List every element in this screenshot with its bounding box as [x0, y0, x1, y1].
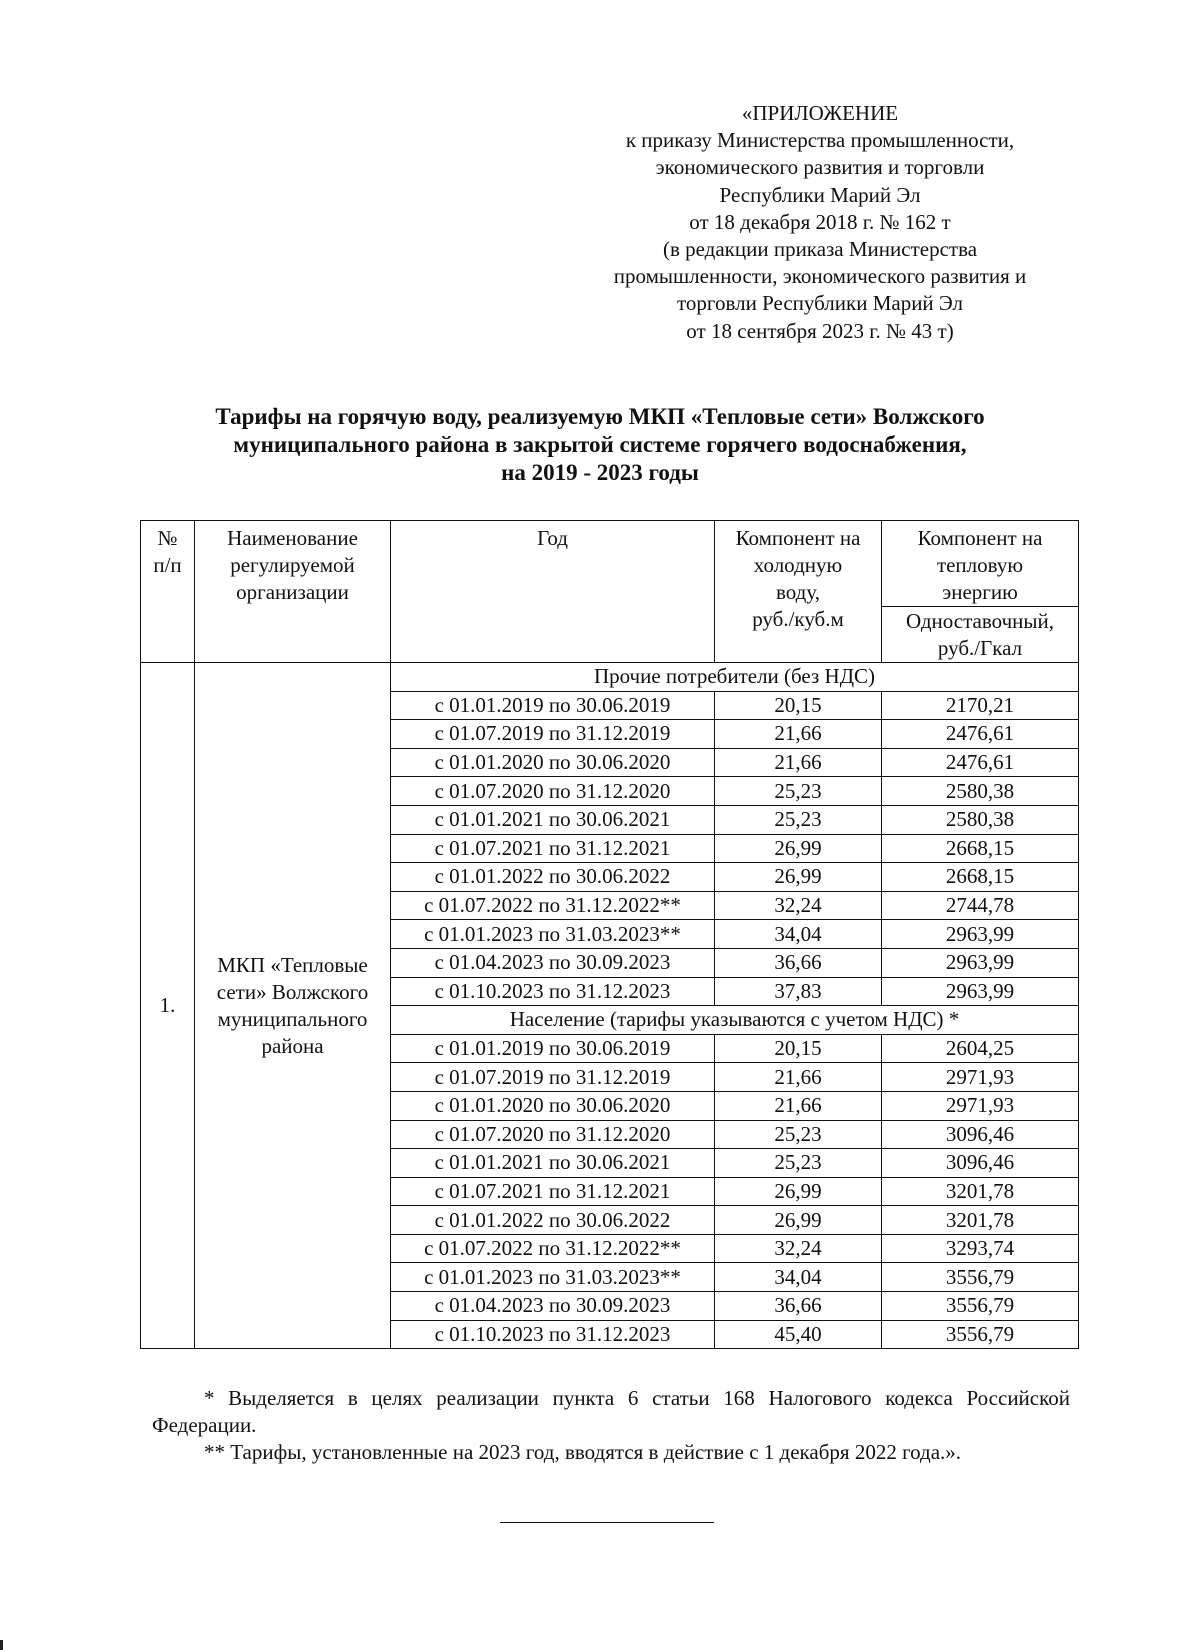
heat-energy-cell: 2476,61 [882, 748, 1079, 777]
organization-cell [195, 663, 391, 1349]
header-org-line: организации [236, 580, 349, 604]
header-cold-line: воду, [776, 580, 820, 604]
cold-water-cell: 32,24 [715, 891, 882, 920]
header-heat-energy [882, 521, 1079, 607]
cold-water-cell: 25,23 [715, 1120, 882, 1149]
header-organization [195, 521, 391, 663]
cold-water-cell: 20,15 [715, 1034, 882, 1063]
cold-water-cell: 32,24 [715, 1234, 882, 1263]
heat-energy-cell: 3201,78 [882, 1206, 1079, 1235]
heat-energy-cell: 2668,15 [882, 863, 1079, 892]
header-num [141, 521, 195, 663]
header-cold-line: Компонент на [735, 526, 861, 550]
closing-divider [500, 1522, 714, 1523]
heat-energy-cell: 2963,99 [882, 920, 1079, 949]
cold-water-cell: 37,83 [715, 977, 882, 1006]
appendix-line: к приказу Министерства промышленности, [625, 128, 1015, 153]
period-cell: с 01.01.2022 по 30.06.2022 [391, 1206, 715, 1235]
appendix-header [560, 100, 1080, 345]
document-title [120, 403, 1080, 487]
period-cell: с 01.01.2021 по 30.06.2021 [391, 1149, 715, 1178]
footnote-2023: ** Тарифы, установленные на 2023 год, вводятся в действие с 1 декабря 2022 года.». [204, 1440, 962, 1464]
heat-energy-cell: 3556,79 [882, 1263, 1079, 1292]
title-line: муниципального района в закрытой системе горячего водоснабжения, [233, 432, 967, 457]
header-org-line: Наименование [227, 526, 358, 550]
heat-energy-cell: 2170,21 [882, 691, 1079, 720]
period-cell: с 01.07.2019 по 31.12.2019 [391, 1063, 715, 1092]
period-cell: с 01.10.2023 по 31.12.2023 [391, 1320, 715, 1349]
header-num-line: п/п [153, 553, 182, 577]
cold-water-cell: 21,66 [715, 1091, 882, 1120]
heat-energy-cell: 2963,99 [882, 948, 1079, 977]
header-heat-line: энергию [942, 580, 1018, 604]
cold-water-cell: 20,15 [715, 691, 882, 720]
consumer-group-label: Прочие потребители (без НДС) [391, 663, 1079, 692]
cold-water-cell: 26,99 [715, 863, 882, 892]
appendix-line: торговли Республики Марий Эл [677, 291, 963, 316]
heat-energy-cell: 2580,38 [882, 777, 1079, 806]
scan-edge-mark [0, 1640, 3, 1650]
cold-water-cell: 36,66 [715, 948, 882, 977]
appendix-line: экономического развития и торговли [655, 155, 985, 180]
organization-line: района [261, 1033, 324, 1058]
period-cell: с 01.07.2022 по 31.12.2022** [391, 1234, 715, 1263]
cold-water-cell: 26,99 [715, 1177, 882, 1206]
period-cell: с 01.01.2023 по 31.03.2023** [391, 920, 715, 949]
heat-energy-cell: 2744,78 [882, 891, 1079, 920]
cold-water-cell: 25,23 [715, 1149, 882, 1178]
appendix-line: промышленности, экономического развития и [613, 264, 1027, 289]
period-cell: с 01.07.2022 по 31.12.2022** [391, 891, 715, 920]
period-cell: с 01.04.2023 по 30.09.2023 [391, 948, 715, 977]
footnotes [152, 1385, 1070, 1466]
cold-water-cell: 26,99 [715, 834, 882, 863]
period-cell: с 01.07.2021 по 31.12.2021 [391, 1177, 715, 1206]
header-org-line: регулируемой [230, 553, 355, 577]
period-cell: с 01.07.2021 по 31.12.2021 [391, 834, 715, 863]
group-row [141, 663, 1079, 692]
cold-water-cell: 21,66 [715, 720, 882, 749]
period-cell: с 01.07.2020 по 31.12.2020 [391, 1120, 715, 1149]
header-year-label: Год [537, 526, 568, 550]
period-cell: с 01.04.2023 по 30.09.2023 [391, 1292, 715, 1321]
title-line: Тарифы на горячую воду, реализуемую МКП «Тепловые сети» Волжского [215, 404, 985, 429]
header-heat-sub-line: Одноставочный, [905, 609, 1055, 633]
period-cell: с 01.01.2023 по 31.03.2023** [391, 1263, 715, 1292]
heat-energy-cell: 3096,46 [882, 1120, 1079, 1149]
title-line: на 2019 - 2023 годы [501, 460, 699, 485]
period-cell: с 01.07.2020 по 31.12.2020 [391, 777, 715, 806]
header-heat-single-rate [882, 607, 1079, 663]
appendix-line: «ПРИЛОЖЕНИЕ [741, 101, 899, 125]
cold-water-cell: 34,04 [715, 1263, 882, 1292]
appendix-line: (в редакции приказа Министерства [662, 237, 978, 262]
cold-water-cell: 25,23 [715, 805, 882, 834]
header-cold-water [715, 521, 882, 663]
organization-line: сети» Волжского [216, 979, 369, 1004]
period-cell: с 01.01.2020 по 30.06.2020 [391, 1091, 715, 1120]
heat-energy-cell: 3096,46 [882, 1149, 1079, 1178]
appendix-line: от 18 декабря 2018 г. № 162 т [689, 209, 951, 234]
cold-water-cell: 26,99 [715, 1206, 882, 1235]
header-num-line: № [157, 526, 178, 550]
consumer-group-label: Население (тарифы указываются с учетом НДС) * [391, 1006, 1079, 1035]
header-year [391, 521, 715, 663]
footnote-vat: * Выделяется в целях реализации пункта 6 статьи 168 Налогового кодекса Российской Федерации. [152, 1386, 1070, 1437]
appendix-line: от 18 сентября 2023 г. № 43 т) [686, 318, 954, 343]
cold-water-cell: 25,23 [715, 777, 882, 806]
cold-water-cell: 34,04 [715, 920, 882, 949]
heat-energy-cell: 2476,61 [882, 720, 1079, 749]
cold-water-cell: 21,66 [715, 748, 882, 777]
period-cell: с 01.01.2019 по 30.06.2019 [391, 1034, 715, 1063]
header-heat-line: Компонент на [917, 526, 1043, 550]
heat-energy-cell: 2971,93 [882, 1063, 1079, 1092]
heat-energy-cell: 3556,79 [882, 1292, 1079, 1321]
heat-energy-cell: 2963,99 [882, 977, 1079, 1006]
heat-energy-cell: 2604,25 [882, 1034, 1079, 1063]
cold-water-cell: 36,66 [715, 1292, 882, 1321]
period-cell: с 01.01.2019 по 30.06.2019 [391, 691, 715, 720]
cold-water-cell: 21,66 [715, 1063, 882, 1092]
heat-energy-cell: 3293,74 [882, 1234, 1079, 1263]
row-number-cell: 1. [141, 663, 195, 1349]
tariffs-table [140, 520, 1079, 1349]
heat-energy-cell: 2668,15 [882, 834, 1079, 863]
heat-energy-cell: 2580,38 [882, 805, 1079, 834]
heat-energy-cell: 3201,78 [882, 1177, 1079, 1206]
heat-energy-cell: 2971,93 [882, 1091, 1079, 1120]
cold-water-cell: 45,40 [715, 1320, 882, 1349]
header-heat-line: тепловую [936, 553, 1024, 577]
header-cold-line: руб./куб.м [752, 607, 844, 631]
organization-line: МКП «Тепловые [217, 952, 368, 977]
period-cell: с 01.07.2019 по 31.12.2019 [391, 720, 715, 749]
organization-line: муниципального [217, 1006, 368, 1031]
period-cell: с 01.01.2020 по 30.06.2020 [391, 748, 715, 777]
header-heat-sub-line: руб./Гкал [937, 636, 1023, 660]
period-cell: с 01.01.2021 по 30.06.2021 [391, 805, 715, 834]
heat-energy-cell: 3556,79 [882, 1320, 1079, 1349]
period-cell: с 01.10.2023 по 31.12.2023 [391, 977, 715, 1006]
appendix-line: Республики Марий Эл [719, 182, 921, 207]
header-cold-line: холодную [753, 553, 843, 577]
period-cell: с 01.01.2022 по 30.06.2022 [391, 863, 715, 892]
